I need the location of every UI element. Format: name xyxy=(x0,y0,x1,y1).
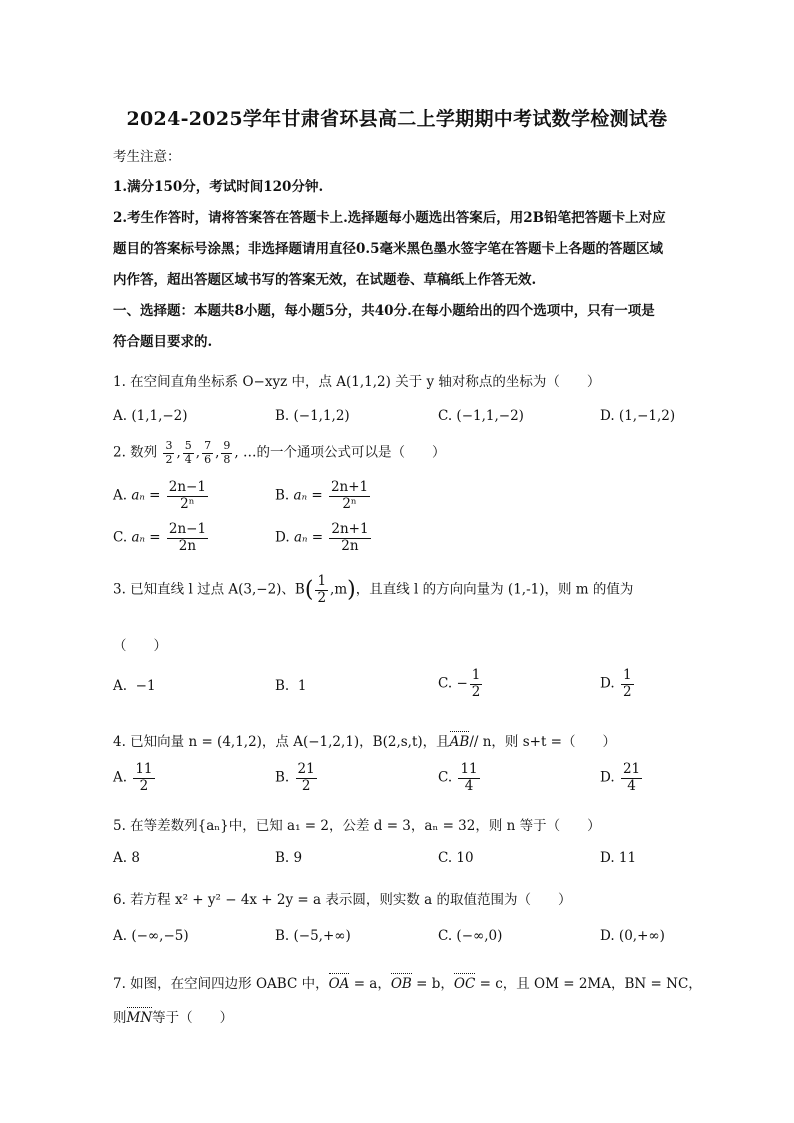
question-6-stem: 6. 若方程 x² + y² − 4x + 2y = a 表示圆，则实数 a 的取值范围为（ ） xyxy=(113,892,572,908)
sequence-term-2: $\frac{5}{4}$ xyxy=(184,439,192,466)
question-1-option-c: C. (−1,1,−2) xyxy=(438,408,524,424)
question-3-option-b: B. 1 xyxy=(275,678,307,694)
question-2-option-d: D. aₙ = $\frac{2n+1}{2n}$ xyxy=(275,521,369,554)
question-2-option-a: A. aₙ = $\frac{2n-1}{\text{2ⁿ}}$ xyxy=(113,479,206,512)
section-heading-line-2: 符合题目要求的. xyxy=(113,334,213,350)
question-4-stem: 4. 已知向量 n = (4,1,2)，点 A(−1,2,1)，B(2,s,t)，且AB// n，则 s+t =（ ） xyxy=(113,734,616,750)
question-2-stem-suffix: …的一个通项公式可以是（ ） xyxy=(242,444,446,461)
question-6-option-b: B. (−5,+∞) xyxy=(275,928,351,944)
notice-item-2-line-1: 2.考生作答时，请将答案答在答题卡上.选择题每小题选出答案后，用2B铅笔把答题卡上对应 xyxy=(113,210,666,226)
question-7-line-2: 则MN等于（ ） xyxy=(113,1010,234,1026)
question-1-option-d: D. (1,−1,2) xyxy=(600,408,676,424)
notice-item-2-line-2: 题目的答案标号涂黑；非选择题请用直径0.5毫米黑色墨水签字笔在答题卡上各题的答题区域 xyxy=(113,241,663,257)
question-1-option-a: A. (1,1,−2) xyxy=(113,408,188,424)
sequence-term-3: $\frac{7}{6}$ xyxy=(204,439,212,466)
question-6-option-d: D. (0,+∞) xyxy=(600,928,665,944)
question-3-answer-paren: （ ） xyxy=(113,638,167,654)
question-2-stem: 2. 数列 $\frac{3}{2}$ , $\frac{5}{4}$ , $\frac{7}{6}$ , $\frac{9}{8}$ , …的一个通项公式可以是（ ） xyxy=(113,439,446,466)
question-5-option-d: D. 11 xyxy=(600,850,637,866)
page-title: 2024-2025学年甘肃省环县高二上学期期中考试数学检测试卷 xyxy=(126,108,668,130)
question-5-stem: 5. 在等差数列{aₙ}中，已知 a₁ = 2，公差 d = 3，aₙ = 32，则 n 等于（ ） xyxy=(113,818,601,834)
sequence-term-1: $\frac{3}{2}$ xyxy=(165,439,173,466)
question-4-option-b: B. $\frac{21}{2}$ xyxy=(275,761,315,794)
question-2-option-c: C. aₙ = $\frac{2n-1}{2n}$ xyxy=(113,521,207,554)
notice-item-2-line-3: 内作答，超出答题区域书写的答案无效，在试题卷、草稿纸上作答无效. xyxy=(113,272,537,288)
question-6-option-c: C. (−∞,0) xyxy=(438,928,503,944)
question-1-option-b: B. (−1,1,2) xyxy=(275,408,350,424)
question-1-stem: 1. 在空间直角坐标系 O−xyz 中，点 A(1,1,2) 关于 y 轴对称点的坐标为（ ） xyxy=(113,374,601,390)
question-6-option-a: A. (−∞,−5) xyxy=(113,928,189,944)
notice-item-1: 1.满分150分，考试时间120分钟. xyxy=(113,179,324,195)
question-3-stem: 3. 已知直线 l 过点 A(3,−2)、B( $\frac{1}{2}$ ,m)，且直线 l 的方向向量为 (1,-1)，则 m 的值为 xyxy=(113,573,634,606)
section-heading-line-1: 一、选择题：本题共8小题，每小题5分，共40分.在每小题给出的四个选项中，只有一项是 xyxy=(113,303,655,319)
question-2-stem-prefix: 2. 数列 xyxy=(113,444,158,461)
question-5-option-b: B. 9 xyxy=(275,850,303,866)
notice-heading: 考生注意： xyxy=(113,149,181,165)
question-7-stem: 7. 如图，在空间四边形 OABC 中，OA = a，OB = b，OC = c，且 OM = 2MA，BN = NC， xyxy=(113,976,702,992)
question-5-option-a: A. 8 xyxy=(113,850,140,866)
question-4-option-a: A. $\frac{11}{2}$ xyxy=(113,761,153,794)
question-4-option-d: D. $\frac{21}{4}$ xyxy=(600,761,641,794)
question-2-option-b: B. aₙ = $\frac{2n+1}{\text{2ⁿ}}$ xyxy=(275,479,369,512)
question-3-option-d: D. $\frac{1}{2}$ xyxy=(600,667,632,700)
question-5-option-c: C. 10 xyxy=(438,850,474,866)
question-3-option-c: C. − $\frac{1}{2}$ xyxy=(438,667,481,700)
question-3-option-a: A. −1 xyxy=(113,678,156,694)
sequence-term-4: $\frac{9}{8}$ xyxy=(223,439,231,466)
question-4-option-c: C. $\frac{11}{4}$ xyxy=(438,761,478,794)
